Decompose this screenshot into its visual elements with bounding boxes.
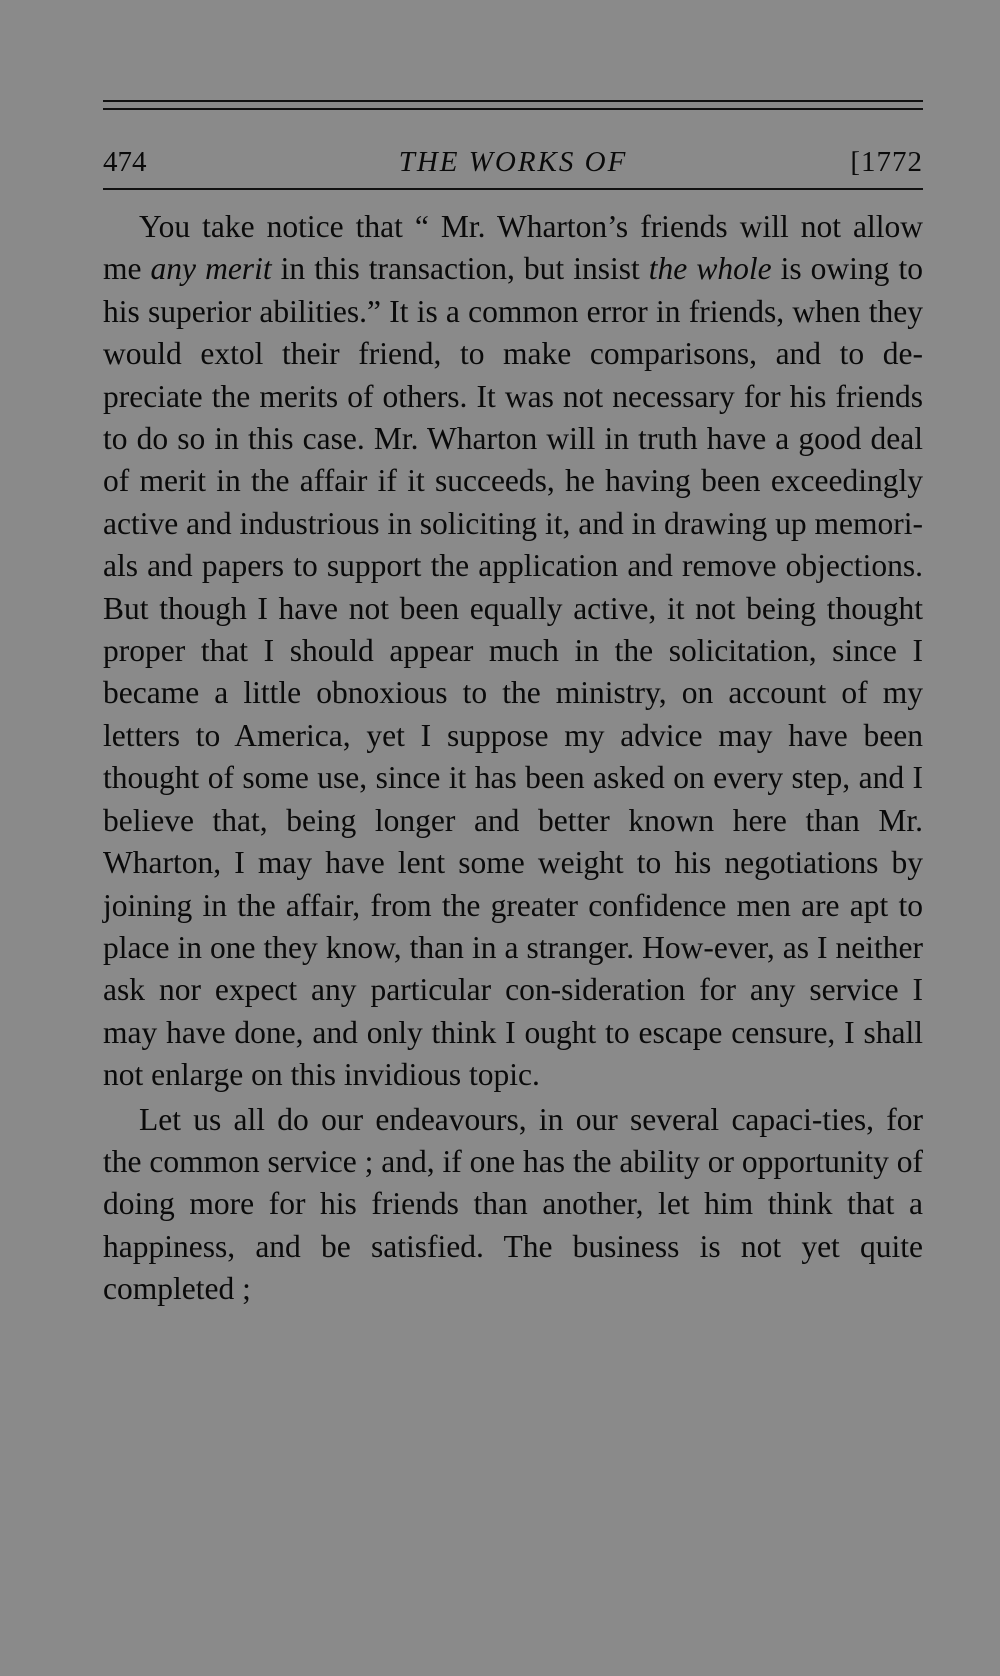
paragraph-1-segment: in this transaction, but insist xyxy=(271,251,649,287)
paragraph-1-segment: You take notice that “ Mr. Wharton’s friends will not allow me xyxy=(103,209,923,287)
book-page xyxy=(103,100,923,1311)
paragraph-2 xyxy=(103,1099,923,1311)
paragraph-1 xyxy=(103,206,923,1097)
body-text xyxy=(103,206,923,1311)
running-title: THE WORKS OF xyxy=(398,146,628,178)
paragraph-1-italic-the-whole: the whole xyxy=(648,251,772,287)
running-year: [1772 xyxy=(850,146,923,178)
running-head xyxy=(103,110,923,190)
page-number: 474 xyxy=(103,146,147,178)
paragraph-2-segment: Let us all do our endeavours, in our several capaci-ties, for the common service ; and, if one has the ability or opportunity of doing more for his friends than another, let him think that a happiness, and be satisfied. The business is not yet quite completed ; xyxy=(103,1101,923,1307)
paragraph-1-segment: is owing to his superior abilities.” It is a common error in friends, when they would extol their friend, to make comparisons, and to de-preciate the merits of others. It was not necessary for his friends to do so in this case. Mr. Wharton will in truth have a good deal of merit in the affair if it succeeds, he having been exceedingly active and industrious in soliciting it, and in drawing up memori-als and papers to support the application and remove objections. But though I have not been equally active, it not being thought proper that I should appear much in the solicitation, since I became a little obnoxious to the ministry, on account of my letters to America, yet I suppose my advice may have been thought of some use, since it has been asked on every step, and I believe that, being longer and better known here than Mr. Wharton, I may have lent some weight to his negotiations by joining in the affair, from the greater confidence men are apt to place in one they know, than in a stranger. How-ever, as I neither ask nor expect any particular con-sideration for any service I may have done, and only think I ought to escape censure, I shall not enlarge on this invidious topic. xyxy=(103,251,923,1093)
header-double-rule xyxy=(103,100,923,110)
paragraph-1-italic-any-merit: any merit xyxy=(150,251,272,287)
